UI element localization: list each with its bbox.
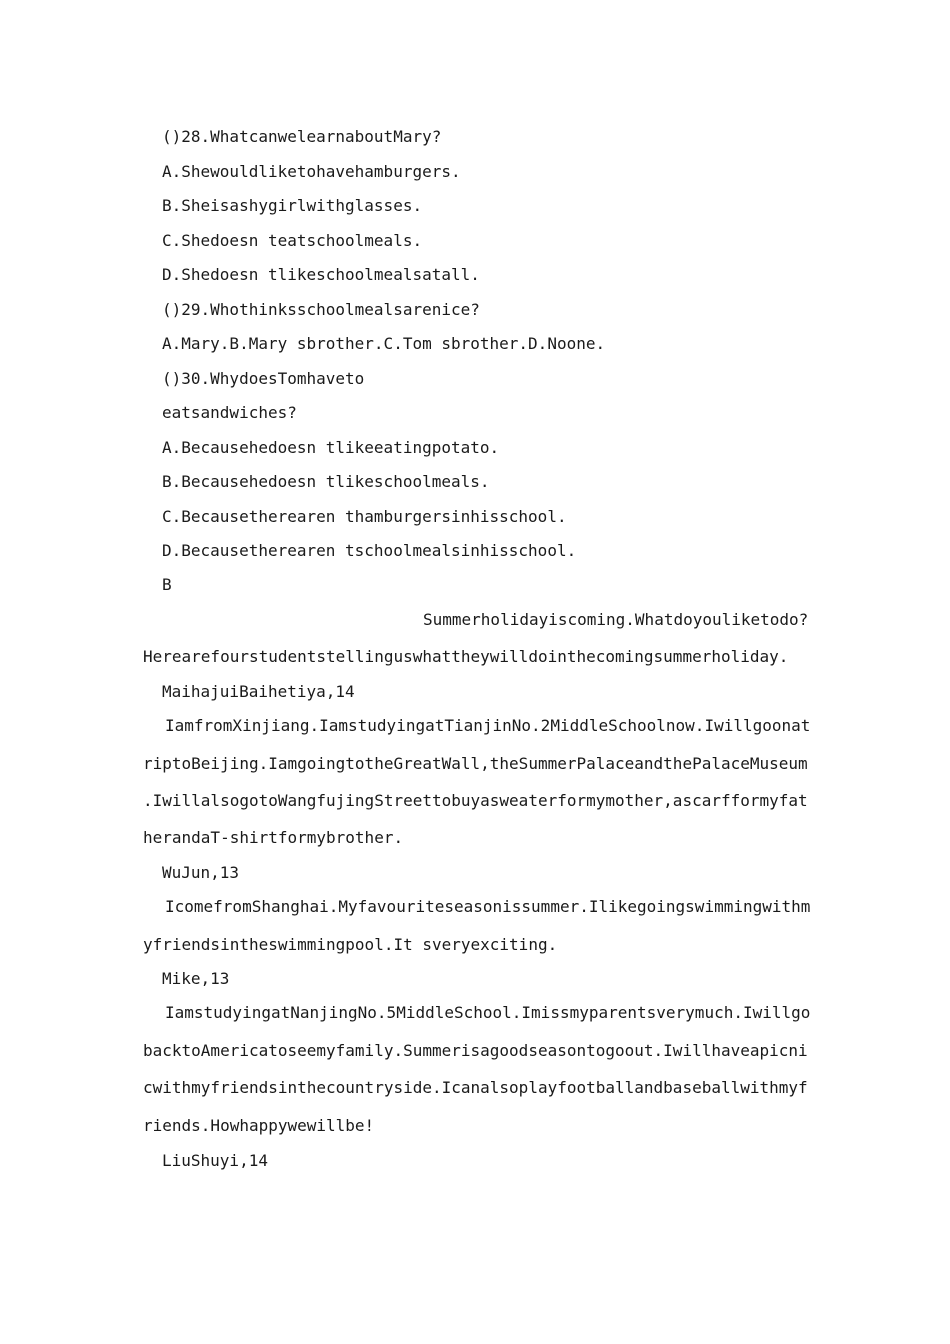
section-b-intro-line1: Summerholidayiscoming.Whatdoyouliketodo? [423, 610, 809, 629]
question-28-option-d: D.Shedoesn tlikeschoolmealsatall. [162, 265, 480, 284]
student-text-line: riends.Howhappywewillbe! [143, 1116, 375, 1135]
student-text-line: riptoBeijing.IamgoingtotheGreatWall,theSummerPalaceandthePalaceMuseum [143, 754, 808, 773]
student-text-line: .IwillalsogotoWangfujingStreettobuyasweaterformymother,ascarfformyfat [143, 791, 808, 810]
question-30-option-a: A.Becausehedoesn tlikeeatingpotato. [162, 438, 500, 457]
student-text-line: herandaT-shirtformybrother. [143, 828, 404, 847]
student-name: WuJun,13 [162, 863, 240, 882]
student-text-line: IamfromXinjiang.IamstudyingatTianjinNo.2MiddleSchoolnow.Iwillgoonat [165, 716, 811, 735]
student-name: MaihajuiBaihetiya,14 [162, 682, 355, 701]
question-30-option-b: B.Becausehedoesn tlikeschoolmeals. [162, 472, 490, 491]
question-29-options: A.Mary.B.Mary sbrother.C.Tom sbrother.D.Noone. [162, 334, 606, 353]
student-text-line: yfriendsintheswimmingpool.It sveryexciting. [143, 935, 558, 954]
student-text-line: backtoAmericatoseemyfamily.Summerisagoodseasontogoout.Iwillhaveapicni [143, 1041, 808, 1060]
question-28-option-b: B.Sheisashygirlwithglasses. [162, 196, 423, 215]
question-28-option-c: C.Shedoesn teatschoolmeals. [162, 231, 423, 250]
question-28-option-a: A.Shewouldliketohavehamburgers. [162, 162, 461, 181]
question-29-stem: ()29.Whothinksschoolmealsarenice? [162, 300, 480, 319]
student-name: Mike,13 [162, 969, 230, 988]
section-b-intro-line2: Herearefourstudentstellinguswhattheywilldointhecomingsummerholiday. [143, 647, 789, 666]
section-b-label: B [162, 575, 172, 594]
question-30-stem-line1: ()30.WhydoesTomhaveto [162, 369, 365, 388]
question-28-stem: ()28.WhatcanwelearnaboutMary? [162, 127, 442, 146]
student-name: LiuShuyi,14 [162, 1151, 268, 1170]
question-30-option-d: D.Becausetherearen tschoolmealsinhisschool. [162, 541, 577, 560]
question-30-stem-line2: eatsandwiches? [162, 403, 297, 422]
student-text-line: IamstudyingatNanjingNo.5MiddleSchool.Imissmyparentsverymuch.Iwillgo [165, 1003, 811, 1022]
question-30-option-c: C.Becausetherearen thamburgersinhisschool. [162, 507, 567, 526]
student-text-line: IcomefromShanghai.Myfavouriteseasonissummer.Ilikegoingswimmingwithm [165, 897, 811, 916]
student-text-line: cwithmyfriendsinthecountryside.Icanalsoplayfootballandbaseballwithmyf [143, 1078, 808, 1097]
